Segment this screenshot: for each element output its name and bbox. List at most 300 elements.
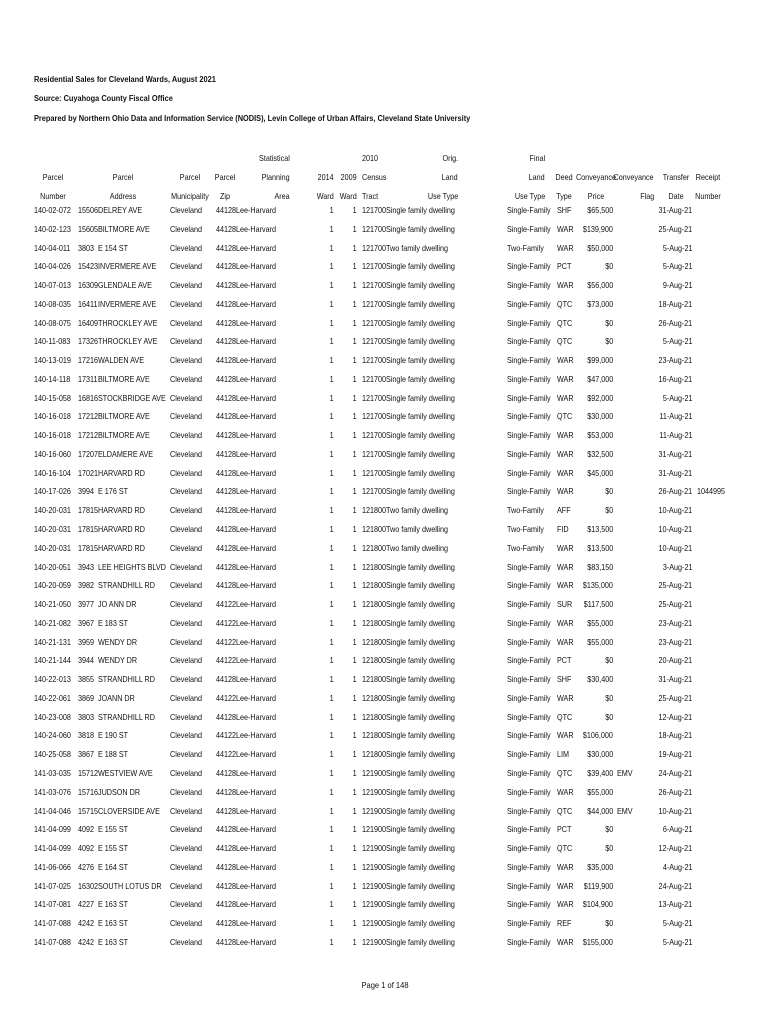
cell-zip: 44128 — [216, 843, 237, 854]
cell-date: 24-Aug-21 — [658, 880, 692, 891]
cell-final: Single-Family — [507, 786, 551, 797]
header-planning-area-line3: Area — [274, 191, 290, 201]
cell-final: Single-Family — [507, 711, 551, 722]
cell-w14: 1 — [329, 617, 334, 628]
cell-final: Single-Family — [507, 899, 551, 910]
cell-final: Single-Family — [507, 749, 551, 760]
cell-deed: QTC — [557, 767, 573, 778]
cell-street: ELDAMERE AVE — [98, 448, 154, 459]
cell-price: $0 — [604, 486, 613, 497]
cell-w14: 1 — [329, 261, 334, 272]
cell-final: Single-Family — [507, 580, 551, 591]
cell-parcel: 140-13-019 — [34, 355, 71, 366]
report-title: Residential Sales for Cleveland Wards, August 2021 — [34, 74, 216, 84]
cell-parcel: 140-16-018 — [34, 411, 71, 422]
table-row — [0, 203, 770, 222]
cell-orig: Single family dwelling — [386, 711, 455, 722]
cell-w09: 1 — [352, 317, 357, 328]
cell-final: Two-Family — [507, 542, 544, 553]
cell-w14: 1 — [329, 655, 334, 666]
cell-muni: Cleveland — [170, 824, 203, 835]
cell-tract: 121700 — [362, 205, 387, 215]
cell-deed: AFF — [557, 505, 571, 516]
cell-zip: 44128 — [216, 205, 237, 215]
cell-w14: 1 — [329, 674, 334, 685]
cell-street: WENDY DR — [98, 636, 138, 647]
cell-w14: 1 — [329, 448, 334, 459]
cell-tract: 121800 — [362, 711, 387, 722]
cell-final: Single-Family — [507, 730, 551, 741]
cell-parcel: 141-04-046 — [34, 805, 71, 816]
cell-muni: Cleveland — [170, 880, 203, 891]
table-row — [0, 241, 770, 260]
cell-price: $45,000 — [586, 467, 613, 478]
cell-price: $135,000 — [582, 580, 613, 591]
cell-price: $92,000 — [586, 392, 613, 403]
header-planning-area-line2: Planning — [261, 172, 290, 182]
table-row — [0, 841, 770, 860]
cell-tract: 121800 — [362, 655, 387, 666]
cell-area: Lee-Harvard — [236, 486, 277, 497]
cell-orig: Single family dwelling — [386, 730, 455, 741]
cell-num: 17021 — [78, 467, 99, 478]
cell-deed: WAR — [557, 430, 574, 441]
cell-muni: Cleveland — [170, 336, 203, 347]
cell-zip: 44122 — [216, 730, 237, 741]
cell-muni: Cleveland — [170, 223, 203, 234]
cell-street: INVERMERE AVE — [98, 261, 157, 272]
cell-final: Single-Family — [507, 674, 551, 685]
cell-street: E 155 ST — [98, 824, 129, 835]
cell-price: $0 — [604, 655, 613, 666]
cell-area: Lee-Harvard — [236, 580, 277, 591]
cell-date: 25-Aug-21 — [658, 223, 692, 234]
cell-area: Lee-Harvard — [236, 561, 277, 572]
cell-orig: Single family dwelling — [386, 599, 455, 610]
cell-w14: 1 — [329, 524, 334, 535]
cell-muni: Cleveland — [170, 505, 203, 516]
cell-date: 6-Aug-21 — [662, 824, 692, 835]
cell-area: Lee-Harvard — [236, 861, 277, 872]
cell-parcel: 140-20-031 — [34, 505, 71, 516]
cell-date: 10-Aug-21 — [658, 505, 692, 516]
cell-area: Lee-Harvard — [236, 749, 277, 760]
cell-w09: 1 — [352, 505, 357, 516]
cell-deed: WAR — [557, 242, 574, 253]
cell-orig: Two family dwelling — [386, 542, 449, 553]
cell-zip: 44128 — [216, 430, 237, 441]
cell-price: $104,900 — [582, 899, 613, 910]
table-header — [0, 149, 770, 199]
cell-num: 17311 — [78, 373, 98, 384]
cell-price: $65,500 — [586, 205, 613, 215]
cell-muni: Cleveland — [170, 317, 203, 328]
cell-zip: 44128 — [216, 486, 237, 497]
cell-zip: 44128 — [216, 373, 237, 384]
cell-date: 25-Aug-21 — [658, 692, 692, 703]
table-row — [0, 879, 770, 898]
cell-final: Single-Family — [507, 599, 551, 610]
cell-final: Single-Family — [507, 411, 551, 422]
cell-deed: QTC — [557, 317, 573, 328]
cell-w14: 1 — [329, 767, 334, 778]
cell-tract: 121800 — [362, 542, 387, 553]
cell-muni: Cleveland — [170, 805, 203, 816]
cell-date: 23-Aug-21 — [658, 636, 692, 647]
table-row — [0, 428, 770, 447]
cell-zip: 44122 — [216, 692, 237, 703]
cell-deed: WAR — [557, 373, 574, 384]
cell-deed: WAR — [557, 880, 574, 891]
cell-w09: 1 — [352, 355, 357, 366]
cell-zip: 44128 — [216, 411, 237, 422]
cell-parcel: 140-25-058 — [34, 749, 71, 760]
cell-orig: Single family dwelling — [386, 749, 455, 760]
cell-deed: SUR — [557, 599, 573, 610]
header-final-land-use-line2: Land — [528, 172, 545, 182]
cell-price: $47,000 — [586, 373, 613, 384]
cell-street: JUDSON DR — [98, 786, 141, 797]
cell-tract: 121700 — [362, 355, 387, 366]
sales-table-body — [0, 203, 770, 954]
cell-tract: 121700 — [362, 242, 387, 253]
cell-w14: 1 — [329, 355, 334, 366]
cell-w14: 1 — [329, 373, 334, 384]
cell-date: 23-Aug-21 — [658, 617, 692, 628]
cell-area: Lee-Harvard — [236, 899, 277, 910]
cell-num: 15715 — [78, 805, 99, 816]
cell-price: $139,900 — [582, 223, 613, 234]
header-orig-land-use-line2: Land — [441, 172, 458, 182]
cell-num: 16411 — [78, 298, 98, 309]
cell-street: E 183 ST — [98, 617, 129, 628]
cell-num: 3967 — [78, 617, 95, 628]
cell-parcel: 141-07-081 — [34, 899, 71, 910]
cell-date: 16-Aug-21 — [658, 373, 692, 384]
cell-num: 16816 — [78, 392, 99, 403]
cell-tract: 121700 — [362, 317, 387, 328]
cell-w09: 1 — [352, 242, 357, 253]
cell-num: 17207 — [78, 448, 99, 459]
cell-w14: 1 — [329, 580, 334, 591]
cell-date: 5-Aug-21 — [662, 242, 692, 253]
header-ward2009-line3: Ward — [340, 191, 357, 201]
cell-final: Single-Family — [507, 205, 551, 215]
cell-parcel: 140-02-123 — [34, 223, 71, 234]
table-row — [0, 466, 770, 485]
cell-num: 15712 — [78, 767, 99, 778]
cell-deed: QTC — [557, 336, 573, 347]
header-parcel-number-line2: Parcel — [42, 172, 64, 182]
cell-parcel: 140-20-051 — [34, 561, 71, 572]
cell-zip: 44128 — [216, 918, 237, 929]
cell-tract: 121700 — [362, 430, 387, 441]
cell-street: THROCKLEY AVE — [98, 317, 158, 328]
cell-final: Single-Family — [507, 486, 551, 497]
cell-orig: Two family dwelling — [386, 524, 449, 535]
cell-price: $55,000 — [586, 786, 613, 797]
cell-w09: 1 — [352, 524, 357, 535]
cell-final: Single-Family — [507, 317, 551, 328]
cell-zip: 44128 — [216, 786, 237, 797]
cell-orig: Single family dwelling — [386, 674, 455, 685]
cell-parcel: 140-20-031 — [34, 524, 71, 535]
cell-deed: REF — [557, 918, 572, 929]
cell-muni: Cleveland — [170, 205, 203, 215]
cell-parcel: 140-16-060 — [34, 448, 71, 459]
cell-w14: 1 — [329, 542, 334, 553]
cell-final: Single-Family — [507, 280, 551, 291]
cell-date: 10-Aug-21 — [658, 805, 692, 816]
cell-w14: 1 — [329, 899, 334, 910]
cell-orig: Single family dwelling — [386, 561, 455, 572]
cell-final: Single-Family — [507, 261, 551, 272]
cell-price: $55,000 — [586, 636, 613, 647]
cell-price: $50,000 — [586, 242, 613, 253]
cell-zip: 44122 — [216, 655, 237, 666]
cell-street: THROCKLEY AVE — [98, 336, 158, 347]
cell-final: Single-Family — [507, 561, 551, 572]
cell-final: Single-Family — [507, 824, 551, 835]
cell-parcel: 141-03-076 — [34, 786, 71, 797]
cell-num: 4092 — [78, 843, 95, 854]
cell-deed: WAR — [557, 280, 574, 291]
cell-street: CLOVERSIDE AVE — [98, 805, 160, 816]
cell-price: $106,000 — [582, 730, 613, 741]
cell-w14: 1 — [329, 861, 334, 872]
cell-orig: Single family dwelling — [386, 580, 455, 591]
cell-street: WENDY DR — [98, 655, 138, 666]
cell-deed: QTC — [557, 843, 573, 854]
cell-muni: Cleveland — [170, 843, 203, 854]
header-tract-line2: Census — [362, 172, 387, 182]
table-row — [0, 804, 770, 823]
table-row — [0, 897, 770, 916]
cell-final: Two-Family — [507, 505, 544, 516]
cell-muni: Cleveland — [170, 936, 203, 947]
cell-num: 3982 — [78, 580, 95, 591]
cell-orig: Single family dwelling — [386, 355, 455, 366]
cell-date: 3-Aug-21 — [662, 561, 692, 572]
cell-parcel: 140-24-060 — [34, 730, 71, 741]
cell-orig: Single family dwelling — [386, 467, 455, 478]
cell-zip: 44128 — [216, 861, 237, 872]
cell-date: 23-Aug-21 — [658, 355, 692, 366]
cell-orig: Single family dwelling — [386, 448, 455, 459]
cell-street: E 190 ST — [98, 730, 129, 741]
cell-price: $0 — [604, 336, 613, 347]
cell-area: Lee-Harvard — [236, 786, 277, 797]
cell-w14: 1 — [329, 843, 334, 854]
cell-w09: 1 — [352, 298, 357, 309]
cell-num: 15605 — [78, 223, 99, 234]
cell-tract: 121900 — [362, 899, 387, 910]
cell-deed: WAR — [557, 936, 574, 947]
cell-num: 15716 — [78, 786, 99, 797]
cell-tract: 121800 — [362, 730, 387, 741]
table-row — [0, 316, 770, 335]
cell-price: $30,000 — [586, 411, 613, 422]
cell-orig: Single family dwelling — [386, 430, 455, 441]
cell-orig: Single family dwelling — [386, 261, 455, 272]
cell-orig: Single family dwelling — [386, 392, 455, 403]
cell-parcel: 140-11-083 — [34, 336, 71, 347]
cell-tract: 121700 — [362, 280, 387, 291]
cell-zip: 44128 — [216, 524, 237, 535]
table-row — [0, 822, 770, 841]
cell-date: 4-Aug-21 — [662, 861, 692, 872]
cell-deed: WAR — [557, 692, 574, 703]
cell-street: E 176 ST — [98, 486, 129, 497]
cell-num: 17212 — [78, 411, 99, 422]
table-row — [0, 409, 770, 428]
cell-w14: 1 — [329, 880, 334, 891]
cell-area: Lee-Harvard — [236, 373, 277, 384]
table-row — [0, 297, 770, 316]
cell-w09: 1 — [352, 674, 357, 685]
cell-date: 31-Aug-21 — [658, 674, 692, 685]
cell-tract: 121800 — [362, 636, 387, 647]
cell-street: HARVARD RD — [98, 467, 145, 478]
cell-area: Lee-Harvard — [236, 843, 277, 854]
header-flag-line3: Flag — [639, 191, 654, 201]
cell-final: Single-Family — [507, 617, 551, 628]
cell-parcel: 140-20-059 — [34, 580, 71, 591]
cell-parcel: 141-07-088 — [34, 936, 71, 947]
cell-num: 3818 — [78, 730, 95, 741]
cell-muni: Cleveland — [170, 861, 203, 872]
header-zip-line2: Parcel — [214, 172, 236, 182]
cell-orig: Single family dwelling — [386, 486, 455, 497]
cell-muni: Cleveland — [170, 730, 203, 741]
cell-w09: 1 — [352, 280, 357, 291]
header-tract-line1: 2010 — [362, 153, 379, 163]
report-preparer: Prepared by Northern Ohio Data and Information Service (NODIS), Levin College of Urban Affairs, Cleveland State University — [34, 113, 471, 123]
cell-muni: Cleveland — [170, 411, 203, 422]
cell-tract: 121900 — [362, 767, 387, 778]
cell-zip: 44128 — [216, 298, 237, 309]
cell-final: Single-Family — [507, 336, 551, 347]
cell-street: E 188 ST — [98, 749, 129, 760]
cell-w09: 1 — [352, 617, 357, 628]
cell-parcel: 140-21-082 — [34, 617, 71, 628]
cell-tract: 121700 — [362, 448, 387, 459]
cell-final: Single-Family — [507, 467, 551, 478]
cell-orig: Single family dwelling — [386, 280, 455, 291]
cell-num: 17212 — [78, 430, 99, 441]
cell-deed: WAR — [557, 542, 574, 553]
cell-zip: 44122 — [216, 636, 237, 647]
cell-zip: 44128 — [216, 674, 237, 685]
cell-w14: 1 — [329, 486, 334, 497]
cell-parcel: 140-16-018 — [34, 430, 71, 441]
header-deed-type-line2: Deed — [555, 172, 573, 182]
cell-muni: Cleveland — [170, 467, 203, 478]
cell-tract: 121800 — [362, 580, 387, 591]
cell-street: HARVARD RD — [98, 542, 145, 553]
cell-deed: QTC — [557, 298, 573, 309]
cell-date: 20-Aug-21 — [658, 655, 692, 666]
cell-parcel: 140-23-008 — [34, 711, 71, 722]
cell-final: Single-Family — [507, 843, 551, 854]
cell-w09: 1 — [352, 392, 357, 403]
cell-price: $44,000 — [586, 805, 613, 816]
cell-orig: Single family dwelling — [386, 880, 455, 891]
cell-price: $55,000 — [586, 617, 613, 628]
cell-w09: 1 — [352, 805, 357, 816]
cell-tract: 121800 — [362, 617, 387, 628]
cell-w14: 1 — [329, 599, 334, 610]
cell-num: 16309 — [78, 280, 99, 291]
cell-w09: 1 — [352, 899, 357, 910]
cell-orig: Single family dwelling — [386, 786, 455, 797]
cell-w09: 1 — [352, 542, 357, 553]
cell-w09: 1 — [352, 692, 357, 703]
cell-deed: WAR — [557, 899, 574, 910]
cell-w09: 1 — [352, 936, 357, 947]
cell-zip: 44122 — [216, 617, 237, 628]
table-row — [0, 860, 770, 879]
cell-street: E 163 ST — [98, 899, 129, 910]
cell-parcel: 140-21-144 — [34, 655, 71, 666]
cell-muni: Cleveland — [170, 749, 203, 760]
cell-w09: 1 — [352, 580, 357, 591]
table-row — [0, 935, 770, 954]
cell-num: 16409 — [78, 317, 99, 328]
cell-tract: 121900 — [362, 861, 387, 872]
cell-num: 4242 — [78, 918, 95, 929]
cell-deed: WAR — [557, 467, 574, 478]
cell-deed: PCT — [557, 824, 572, 835]
cell-area: Lee-Harvard — [236, 205, 277, 215]
cell-zip: 44128 — [216, 805, 237, 816]
cell-parcel: 141-04-099 — [34, 824, 71, 835]
cell-w09: 1 — [352, 261, 357, 272]
cell-price: $39,400 — [586, 767, 613, 778]
cell-w09: 1 — [352, 880, 357, 891]
cell-final: Single-Family — [507, 298, 551, 309]
page-footer: Page 1 of 148 — [361, 980, 409, 990]
cell-price: $117,500 — [583, 599, 613, 610]
cell-w14: 1 — [329, 561, 334, 572]
cell-orig: Two family dwelling — [386, 505, 449, 516]
cell-area: Lee-Harvard — [236, 599, 277, 610]
cell-muni: Cleveland — [170, 261, 203, 272]
table-row — [0, 391, 770, 410]
header-orig-land-use-line1: Orig. — [442, 153, 458, 163]
cell-tract: 121700 — [362, 261, 387, 272]
cell-price: $0 — [604, 317, 613, 328]
cell-muni: Cleveland — [170, 674, 203, 685]
cell-tract: 121800 — [362, 561, 387, 572]
cell-orig: Single family dwelling — [386, 824, 455, 835]
cell-area: Lee-Harvard — [236, 280, 277, 291]
cell-final: Single-Family — [507, 430, 551, 441]
cell-muni: Cleveland — [170, 392, 203, 403]
header-price-line3: Price — [587, 191, 605, 201]
table-row — [0, 635, 770, 654]
cell-num: 3944 — [78, 655, 95, 666]
cell-date: 11-Aug-21 — [658, 411, 692, 422]
table-row — [0, 616, 770, 635]
cell-zip: 44122 — [216, 599, 237, 610]
cell-w14: 1 — [329, 280, 334, 291]
cell-parcel: 141-07-088 — [34, 918, 71, 929]
cell-zip: 44128 — [216, 767, 237, 778]
cell-area: Lee-Harvard — [236, 448, 277, 459]
cell-final: Two-Family — [507, 524, 544, 535]
cell-num: 3943 — [78, 561, 95, 572]
